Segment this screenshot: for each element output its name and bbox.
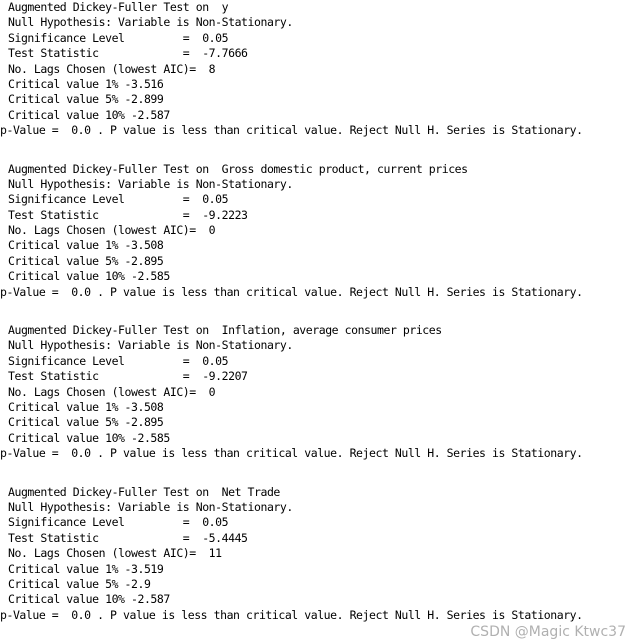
adf-test-block [0,485,634,624]
null-hypothesis: Null Hypothesis: Variable is Non-Stationary. [8,176,293,191]
watermark: CSDN @Magic Ktwc37 [470,624,626,640]
lags-chosen: No. Lags Chosen (lowest AIC)= 8 [8,61,216,76]
adf-test-block [0,162,634,301]
test-title: Augmented Dickey-Fuller Test on Gross domestic product, current prices [8,161,468,176]
critical-value-5: Critical value 5% -2.895 [8,253,164,268]
significance-level: Significance Level = 0.05 [8,30,229,45]
critical-value-1: Critical value 1% -3.516 [8,76,164,91]
adf-test-block [0,0,634,139]
critical-value-10: Critical value 10% -2.587 [8,592,170,607]
critical-value-10: Critical value 10% -2.585 [8,430,170,445]
spacer [0,462,634,485]
null-hypothesis: Null Hypothesis: Variable is Non-Stationary. [8,338,293,353]
test-statistic: Test Statistic = -9.2223 [8,207,248,222]
spacer [0,300,634,323]
critical-value-1: Critical value 1% -3.508 [8,399,164,414]
significance-level: Significance Level = 0.05 [8,192,229,207]
critical-value-10: Critical value 10% -2.587 [8,107,170,122]
test-statistic: Test Statistic = -5.4445 [8,530,248,545]
p-value-result: p-Value = 0.0 . P value is less than critical value. Reject Null H. Series is Stationary. [0,446,583,461]
adf-test-block [0,323,634,462]
spacer [0,139,634,162]
critical-value-1: Critical value 1% -3.519 [8,561,164,576]
test-title: Augmented Dickey-Fuller Test on y [8,0,229,14]
critical-value-5: Critical value 5% -2.899 [8,92,164,107]
test-statistic: Test Statistic = -9.2207 [8,369,248,384]
p-value-result: p-Value = 0.0 . P value is less than critical value. Reject Null H. Series is Stationary. [0,284,583,299]
critical-value-5: Critical value 5% -2.895 [8,415,164,430]
p-value-result: p-Value = 0.0 . P value is less than critical value. Reject Null H. Series is Stationary. [0,123,583,138]
lags-chosen: No. Lags Chosen (lowest AIC)= 11 [8,546,222,561]
critical-value-10: Critical value 10% -2.585 [8,269,170,284]
test-title: Augmented Dickey-Fuller Test on Net Trade [8,484,280,499]
test-title: Augmented Dickey-Fuller Test on Inflation, average consumer prices [8,323,442,338]
null-hypothesis: Null Hypothesis: Variable is Non-Stationary. [8,15,293,30]
significance-level: Significance Level = 0.05 [8,515,229,530]
lags-chosen: No. Lags Chosen (lowest AIC)= 0 [8,384,216,399]
critical-value-1: Critical value 1% -3.508 [8,238,164,253]
p-value-result: p-Value = 0.0 . P value is less than critical value. Reject Null H. Series is Stationary. [0,607,583,622]
null-hypothesis: Null Hypothesis: Variable is Non-Stationary. [8,499,293,514]
critical-value-5: Critical value 5% -2.9 [8,576,151,591]
test-statistic: Test Statistic = -7.7666 [8,46,248,61]
lags-chosen: No. Lags Chosen (lowest AIC)= 0 [8,223,216,238]
significance-level: Significance Level = 0.05 [8,353,229,368]
